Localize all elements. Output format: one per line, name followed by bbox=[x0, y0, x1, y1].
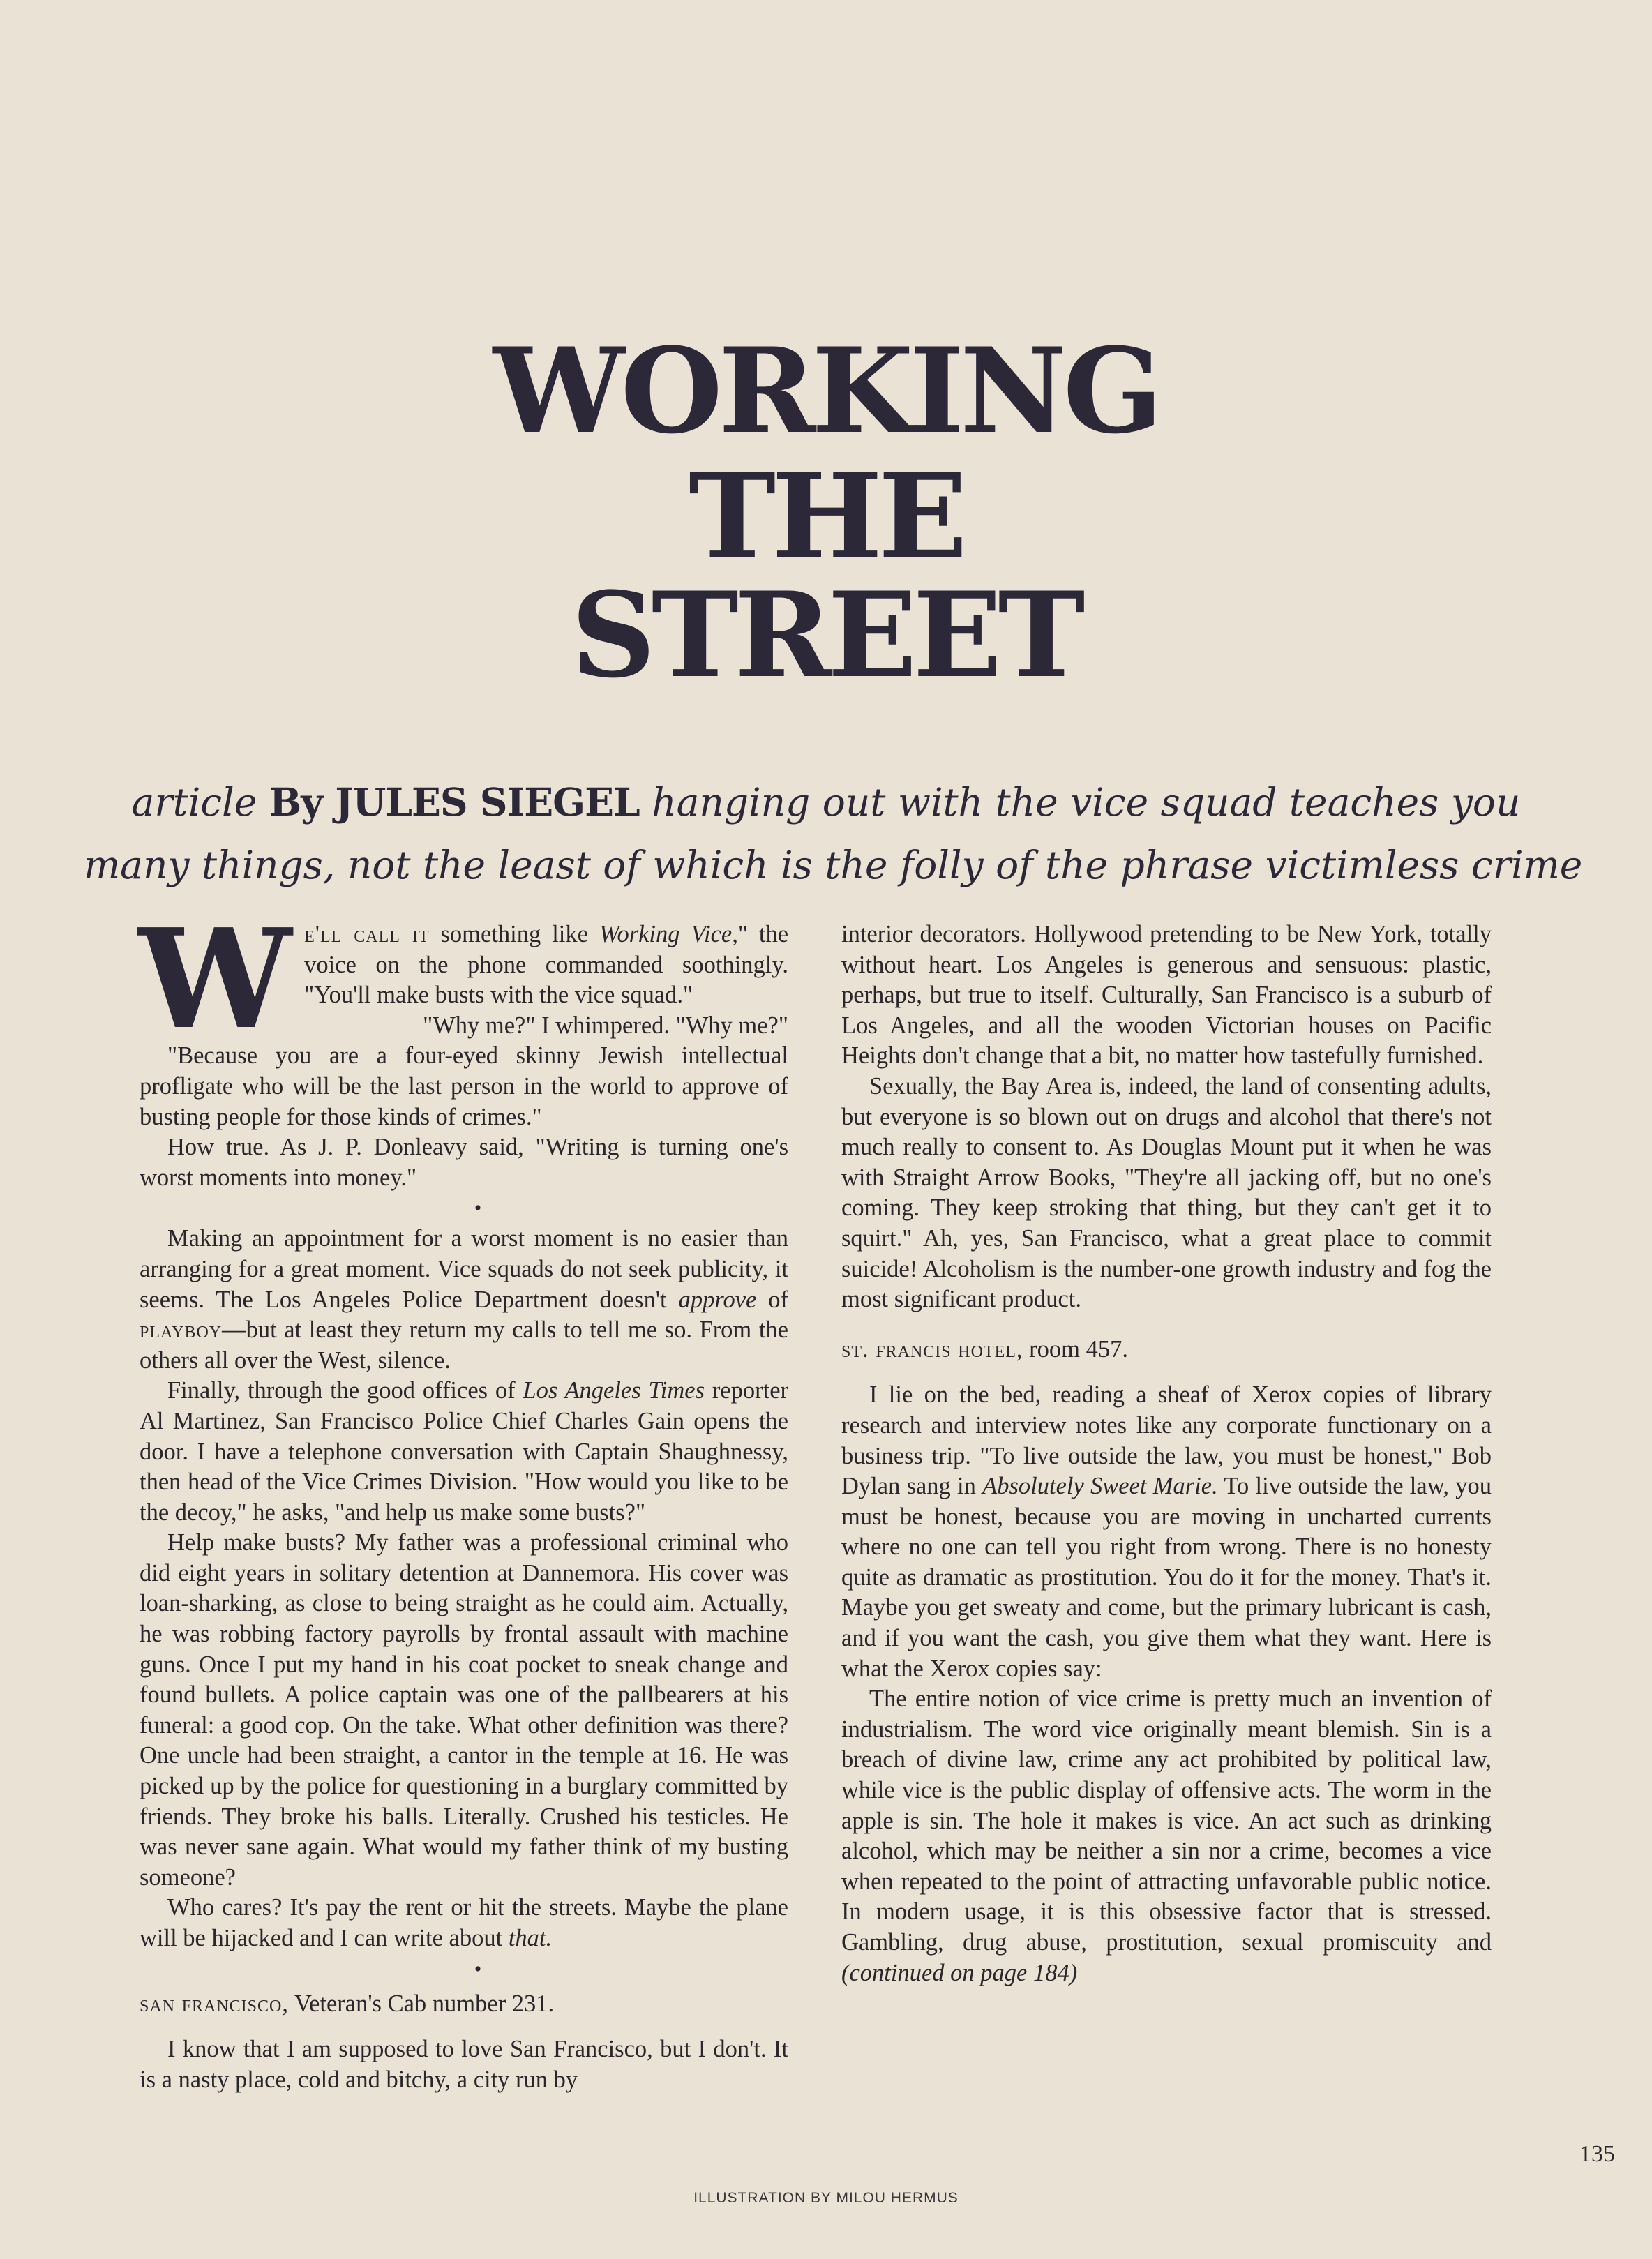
continued-note: (continued on page 184) bbox=[841, 1959, 1078, 1986]
smallcaps-run: san francisco, bbox=[140, 1990, 289, 2017]
paragraph bbox=[841, 1684, 1492, 1988]
paragraph: "Why me?" I whimpered. "Why me?" bbox=[423, 1012, 788, 1039]
text-run: Finally, through the good offices of bbox=[167, 1377, 523, 1404]
paragraph: I know that I am supposed to love San Francisco, but I don't. It is a nasty place, cold and bitchy, a city run by bbox=[140, 2036, 788, 2093]
text-run: Who cares? It's pay the rent or hit the streets. Maybe the plane will be hijacked and I can write about bbox=[140, 1894, 788, 1951]
text-run: —but at least they return my calls to tell me so. From the others all over the West, silence. bbox=[140, 1316, 788, 1374]
paragraph bbox=[140, 1893, 788, 1953]
right-column bbox=[841, 920, 1492, 1988]
text-run: Veteran's Cab number 231. bbox=[288, 1990, 555, 2017]
section-bullet: • bbox=[474, 1957, 482, 1981]
deck-label: article bbox=[131, 780, 257, 825]
smallcaps-run: playboy bbox=[140, 1316, 223, 1344]
italic-run: that. bbox=[508, 1925, 553, 1951]
deck-text-1: hanging out with the vice squad teaches you bbox=[652, 780, 1521, 825]
paragraph: "Because you are a four-eyed skinny Jewish intellectual profligate who will be the last person in the world to approve of busting people for those kinds of crimes." bbox=[140, 1042, 788, 1130]
text-run: The entire notion of vice crime is pretty much an invention of industrialism. The word vice originally meant blemish. Sin is a breach of divine law, crime any act prohibited by political law, while vice is the public display of offensive acts. The worm in the apple is sin. The hole it makes is vice. An act such as drinking alcohol, which may be neither a sin nor a crime, becomes a vice when repeated to the point of attracting unfavorable public notice. In modern usage, it is this obsessive factor that is stressed. Gambling, drug abuse, prostitution, sexual promiscuity and bbox=[841, 1686, 1492, 1956]
italic-run: approve bbox=[678, 1286, 757, 1313]
text-run: something like bbox=[429, 921, 599, 947]
smallcaps-run: st. francis hotel, bbox=[841, 1335, 1023, 1363]
page-number: 135 bbox=[1579, 2141, 1615, 2167]
paragraph: How true. As J. P. Donleavy said, "Writing is turning one's worst moments into money." bbox=[140, 1134, 788, 1191]
left-column bbox=[138, 899, 789, 2095]
paragraph bbox=[140, 1224, 788, 1376]
paragraph: Sexually, the Bay Area is, indeed, the land of consenting adults, but everyone is so blown out on drugs and alcohol that there's not much really to consent to. As Douglas Mount put it when he was with Straight Arrow Books, "They're all jacking off, but no one's coming. They keep stroking that thing, but they can't get it to squirt." Ah, yes, San Francisco, what a great place to commit suicide! Alcoholism is the number-one growth industry and fog the most significant product. bbox=[841, 1072, 1492, 1313]
italic-run: Working Vice, bbox=[599, 921, 738, 947]
section-bullet: • bbox=[474, 1196, 482, 1220]
dateline bbox=[841, 1335, 1492, 1365]
italic-run: Los Angeles Times bbox=[523, 1377, 705, 1404]
deck-text-2: many things, not the least of which is the folly of the phrase victimless crime bbox=[84, 843, 1583, 887]
spacer bbox=[841, 1315, 1492, 1330]
paragraph bbox=[140, 1376, 788, 1528]
paragraph: interior decorators. Hollywood pretending to be New York, totally without heart. Los Angeles is generous and sensuous: plastic, perhaps, but true to itself. Culturally, San Francisco is a suburb of Los Angeles, and all the wooden Victorian houses on Pacific Heights don't change that a bit, no matter how tastefully furnished. bbox=[841, 921, 1492, 1070]
lead-in: e'll call it bbox=[304, 921, 430, 947]
headline-line-2: THE bbox=[689, 447, 963, 585]
text-run: I lie on the bed, reading a sheaf of Xerox copies of library research and interview notes like any corporate functionary on a business trip. "To live outside the law, you must be honest," Bob Dylan sang in bbox=[841, 1381, 1492, 1500]
dropcap: W bbox=[138, 899, 292, 1060]
illustration-credit: ILLUSTRATION BY MILOU HERMUS bbox=[693, 2190, 959, 2206]
deck bbox=[84, 771, 1583, 896]
text-run: room 457. bbox=[1023, 1335, 1128, 1363]
byline: By JULES SIEGEL bbox=[269, 779, 640, 825]
text-run: " the voice on the phone commanded soothingly. "You'll make busts with the vice squad." bbox=[304, 921, 789, 1009]
text-run: To live outside the law, you must be honest, because you are moving in uncharted currents where no one can tell you right from wrong. There is no honesty quite as dramatic as prostitution. You do it for the money. That's it. Maybe you get sweaty and come, but the primary lubricant is cash, and if you want the cash, you give them what they want. Here is what the Xerox copies say: bbox=[841, 1473, 1492, 1682]
dateline bbox=[140, 1989, 788, 2020]
text-run: of bbox=[756, 1286, 788, 1313]
text-run: Making an appointment for a worst moment is no easier than arranging for a great moment. Vice squads do not seek publicity, it seems. The Los Angeles Police Department doesn't bbox=[140, 1225, 788, 1313]
headline-line-3: STREET bbox=[571, 566, 1081, 704]
paragraph bbox=[841, 1380, 1492, 1684]
paragraph: Help make busts? My father was a professional criminal who did eight years in solitary detention at Dannemora. His cover was loan-sharking, as close to being straight as he could aim. Actually, he was robbing factory payrolls by frontal assault with machine guns. Once I put my hand in his coat pocket to sneak change and found bullets. A police captain was one of the pallbearers at his funeral: a good cop. On the take. What other definition was there? One uncle had been straight, a cantor in the temple at 16. He was picked up by the police for questioning in a burglary committed by friends. They broke his balls. Literally. Crushed his testicles. He was never sane again. What would my father think of my busting someone? bbox=[140, 1529, 788, 1891]
text-run: reporter Al Martinez, San Francisco Police Chief Charles Gain opens the door. I have a telephone conversation with Captain Shaughnessy, then head of the Vice Crimes Division. "How would you like to be the decoy," he asks, "and help us make some busts?" bbox=[140, 1377, 788, 1526]
italic-run: Absolutely Sweet Marie. bbox=[982, 1473, 1218, 1500]
headline-line-1: WORKING bbox=[493, 322, 1159, 460]
